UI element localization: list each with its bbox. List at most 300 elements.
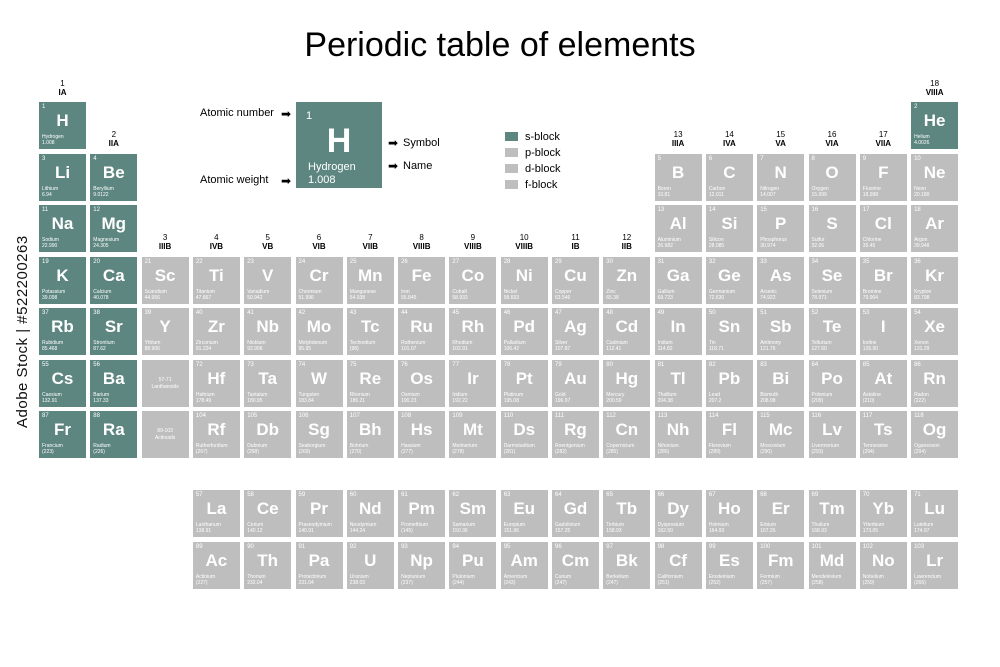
element-mass: (277) [401, 449, 413, 455]
element-cell-b [655, 154, 702, 201]
element-cell-pm [398, 490, 445, 537]
element-symbol: P [775, 214, 787, 233]
element-number: 92 [349, 544, 357, 550]
element-symbol: Br [873, 266, 893, 285]
element-cell-al [655, 205, 702, 252]
element-name: Thallium [657, 392, 677, 398]
element-cell-cn [603, 411, 650, 458]
element-mass: 30.974 [760, 243, 776, 249]
element-number: 109 [452, 413, 463, 419]
element-cell-pd [501, 308, 548, 355]
element-name: Iron [401, 289, 410, 295]
element-symbol: Ag [564, 317, 587, 336]
element-name: Barium [93, 392, 110, 398]
element-mass: 112.41 [606, 346, 622, 352]
element-number: 104 [195, 413, 206, 419]
element-name: Dubnium [247, 443, 268, 449]
element-symbol: Lr [926, 551, 944, 570]
element-number: 3 [42, 156, 46, 162]
group-header-11 [552, 233, 599, 251]
element-name: Rutherfordium [195, 443, 228, 449]
element-cell-pt [501, 360, 548, 407]
element-symbol: Y [159, 317, 171, 336]
element-name: Krypton [914, 289, 932, 295]
element-number: 90 [247, 544, 254, 550]
element-cell-er [757, 490, 804, 537]
element-symbol: Ce [256, 499, 279, 518]
group-name: VIIB [362, 242, 379, 251]
element-name: Potassium [42, 289, 66, 295]
element-mass: 69.723 [657, 295, 673, 301]
element-mass: 9.0122 [93, 192, 109, 198]
element-mass: 85.468 [42, 346, 58, 352]
element-number: 87 [42, 413, 49, 419]
element-cell-s [809, 205, 856, 252]
element-name: Lithium [42, 186, 59, 192]
element-name: Nobelium [862, 574, 884, 580]
element-mass: 58.933 [452, 295, 468, 301]
element-mass: 4.0026 [914, 140, 930, 146]
group-header-9 [449, 233, 496, 251]
element-symbol: Fr [54, 420, 71, 439]
element-number: 18 [914, 207, 921, 213]
element-mass: 91.224 [195, 346, 212, 352]
element-cell-cu [552, 257, 599, 304]
element-mass: (269) [298, 449, 311, 455]
element-number: 32 [708, 259, 716, 265]
element-name: Fluorine [862, 186, 881, 192]
element-mass: 58.693 [503, 295, 519, 301]
element-symbol: W [310, 369, 328, 388]
element-cell-f [860, 154, 907, 201]
element-symbol: Kr [925, 266, 945, 285]
element-cell-zr [193, 308, 240, 355]
element-cell-eu [501, 490, 548, 537]
element-number: 8 [811, 156, 815, 162]
element-name: Bohrium [349, 443, 369, 449]
element-mass: (286) [657, 449, 670, 455]
group-header-7 [347, 233, 394, 251]
element-name: Praseodymium [298, 522, 332, 528]
element-number: 6 [708, 156, 713, 162]
element-name: Oganesson [914, 443, 940, 449]
element-symbol: Sb [769, 317, 792, 336]
element-symbol: Hg [615, 369, 639, 388]
element-symbol: Hf [207, 369, 226, 388]
element-number: 50 [708, 310, 716, 316]
element-cell-ds [501, 411, 548, 458]
element-name: Strontium [93, 340, 115, 346]
element-number: 59 [298, 492, 306, 498]
element-cell-pa [296, 542, 343, 589]
arrow-right-icon: ➡ [388, 159, 399, 173]
element-cell-th [244, 542, 291, 589]
element-mass: (281) [503, 449, 516, 455]
element-name: Mendelevium [811, 574, 842, 580]
element-mass: 74.922 [760, 295, 776, 301]
group-name: VIIIB [412, 242, 431, 251]
element-mass: 131.29 [914, 346, 930, 352]
element-mass: 32.06 [811, 243, 825, 249]
element-name: Thulium [811, 522, 830, 528]
element-symbol: Se [821, 266, 843, 285]
element-name: Boron [657, 186, 671, 192]
element-name: Samarium [452, 522, 476, 528]
element-name: Ytterbium [862, 522, 885, 528]
group-name: VIA [825, 139, 839, 148]
group-header-1 [39, 79, 86, 97]
element-mass: 51.996 [298, 295, 314, 301]
element-name: Phosphorus [760, 237, 787, 243]
element-symbol: Pb [718, 369, 741, 388]
element-number: 57 [195, 492, 203, 498]
element-cell-mo [296, 308, 343, 355]
element-mass: 28.085 [708, 243, 725, 249]
element-mass: 151.96 [503, 528, 519, 534]
element-cell-w [296, 360, 343, 407]
element-number: 108 [401, 413, 412, 419]
element-cell-ca [90, 257, 137, 304]
p-block-label: p-block [525, 147, 561, 159]
element-number: 22 [195, 259, 203, 265]
element-mass: (251) [657, 580, 670, 586]
element-symbol: Ac [205, 551, 228, 570]
element-symbol: Gd [563, 499, 588, 518]
element-mass: 121.76 [760, 346, 776, 352]
s-block-label: s-block [525, 131, 560, 143]
element-name: Tungsten [298, 392, 320, 398]
element-number: 118 [914, 413, 924, 419]
element-name: Fermium [760, 574, 780, 580]
group-number: 3 [162, 233, 168, 242]
element-cell-ru [398, 308, 445, 355]
element-symbol: Si [721, 214, 738, 233]
element-cell-be [90, 154, 137, 201]
element-cell-mn [347, 257, 394, 304]
element-number: 26 [401, 259, 408, 265]
element-mass: 39.948 [914, 243, 930, 249]
element-cell-pr [296, 490, 343, 537]
element-name: Xenon [914, 340, 929, 346]
element-symbol: Tm [819, 499, 845, 518]
element-mass: 167.26 [760, 528, 776, 534]
element-mass: (145) [401, 528, 413, 534]
element-number: 105 [247, 413, 258, 419]
element-symbol: Th [257, 551, 279, 570]
element-cell-fe [398, 257, 445, 304]
element-name: Livermorium [811, 443, 840, 449]
element-number: 54 [914, 310, 921, 316]
element-name: Gadolinium [555, 522, 581, 528]
element-cell-i [860, 308, 907, 355]
element-mass: (266) [914, 580, 926, 586]
element-symbol: Tl [670, 369, 686, 388]
element-number: 77 [452, 362, 460, 368]
element-cell-sn [706, 308, 753, 355]
arrow-right-icon: ➡ [388, 136, 399, 150]
element-symbol: Ts [874, 420, 893, 439]
element-mass: 168.93 [811, 528, 827, 534]
group-number: 10 [519, 233, 529, 242]
element-number: 24 [298, 259, 306, 265]
group-name: VB [262, 242, 274, 251]
element-symbol: Lv [822, 420, 842, 439]
element-name: Dysprosium [657, 522, 684, 528]
element-mass: 132.91 [42, 398, 58, 404]
element-cell-bi [757, 360, 804, 407]
element-mass: (209) [811, 398, 824, 404]
element-number: 55 [42, 362, 49, 368]
element-cell-na [39, 205, 86, 252]
element-number: 33 [760, 259, 767, 265]
element-mass: 192.22 [452, 398, 468, 404]
element-number: 80 [606, 362, 613, 368]
element-name: Thorium [247, 574, 266, 580]
element-number: 36 [914, 259, 921, 265]
element-number: 13 [657, 207, 665, 213]
element-symbol: In [670, 317, 686, 336]
element-cell-tl [655, 360, 702, 407]
element-mass: (98) [349, 346, 359, 352]
element-number: 75 [349, 362, 357, 368]
group-number: 11 [571, 233, 580, 242]
element-name: Copernicium [606, 443, 635, 449]
element-symbol: Zr [207, 317, 225, 336]
element-cell-sr [90, 308, 137, 355]
element-mass: (294) [914, 449, 926, 455]
element-name: Rubidium [42, 340, 64, 346]
element-cell-fr [39, 411, 86, 458]
element-number: 107 [349, 413, 360, 419]
element-mass: 95.95 [298, 346, 312, 352]
element-cell-ar [911, 205, 958, 252]
element-mass: (268) [247, 449, 259, 455]
element-name: Iodine [862, 340, 877, 346]
element-cell-co [449, 257, 496, 304]
element-name: Vanadium [247, 289, 270, 295]
element-number: 62 [452, 492, 460, 498]
group-name: VIIA [875, 139, 892, 148]
group-number: 5 [265, 233, 270, 242]
element-mass: 232.04 [247, 580, 263, 586]
element-symbol: Nh [666, 420, 690, 439]
element-name: Technetium [349, 340, 376, 346]
element-number: 41 [247, 310, 254, 316]
element-number: 53 [862, 310, 870, 316]
element-symbol: B [671, 163, 685, 182]
atomic-weight-label: Atomic weight [200, 174, 269, 186]
element-cell-np [398, 542, 445, 589]
placeholder-label: Actinoids [154, 435, 176, 441]
element-mass: 190.23 [401, 398, 417, 404]
group-name: IVA [723, 139, 736, 148]
element-mass: 158.93 [606, 528, 622, 534]
element-name: Tellurium [811, 340, 832, 346]
element-cell-ba [90, 360, 137, 407]
d-block-label: d-block [525, 163, 561, 175]
element-cell-c [706, 154, 753, 201]
element-symbol: F [878, 163, 889, 182]
element-name: Seaborgium [298, 443, 326, 449]
element-name: Indium [657, 340, 673, 346]
page-title: Periodic table of elements [304, 26, 696, 64]
element-symbol: Md [819, 551, 845, 570]
element-name: Caesium [42, 392, 62, 398]
element-name: Zirconium [195, 340, 218, 346]
element-symbol: Cr [309, 266, 329, 285]
element-cell-pu [449, 542, 496, 589]
element-mass: (278) [452, 449, 465, 455]
placeholder-cell-lanthanoids [142, 360, 189, 407]
element-symbol: Po [821, 369, 843, 388]
element-number: 31 [657, 259, 665, 265]
element-number: 45 [452, 310, 460, 316]
element-number: 85 [862, 362, 870, 368]
element-name: Cobalt [452, 289, 467, 295]
element-cell-sm [449, 490, 496, 537]
element-cell-ac [193, 542, 240, 589]
element-mass: 238.03 [349, 580, 366, 586]
element-symbol: Ds [513, 420, 536, 439]
group-name: IIIB [158, 242, 172, 251]
element-cell-se [809, 257, 856, 304]
element-cell-tm [809, 490, 856, 537]
element-symbol: Tb [616, 499, 638, 518]
element-number: 76 [401, 362, 408, 368]
element-number: 20 [93, 259, 100, 265]
group-number: 14 [724, 130, 734, 139]
element-symbol: Al [669, 214, 687, 233]
element-symbol: Ba [102, 369, 125, 388]
element-number: 99 [708, 544, 716, 550]
group-header-8 [398, 233, 445, 251]
element-name: Lanthanum [195, 522, 221, 528]
element-symbol: Cf [669, 551, 688, 570]
element-mass: 118.71 [708, 346, 724, 352]
element-cell-rf [193, 411, 240, 458]
element-cell-md [809, 542, 856, 589]
element-number: 7 [760, 156, 764, 162]
element-number: 40 [195, 310, 203, 316]
element-mass: (282) [555, 449, 567, 455]
placeholder-cell-actinoids [142, 411, 189, 458]
group-name: VIIIB [515, 242, 534, 251]
element-symbol: Yb [872, 499, 895, 518]
element-number: 111 [555, 413, 565, 419]
element-name: Iridium [452, 392, 468, 398]
element-number: 51 [760, 310, 767, 316]
element-number: 106 [298, 413, 309, 419]
element-number: 44 [401, 310, 408, 316]
element-mass: 114.82 [657, 346, 673, 352]
element-number: 28 [503, 259, 511, 265]
element-cell-ce [244, 490, 291, 537]
element-cell-ti [193, 257, 240, 304]
element-cell-tc [347, 308, 394, 355]
element-cell-mt [449, 411, 496, 458]
element-number: 9 [862, 156, 867, 162]
element-symbol: Rg [564, 420, 587, 439]
element-number: 103 [914, 544, 925, 550]
element-symbol: Fm [767, 551, 794, 570]
element-number: 29 [555, 259, 562, 265]
group-header-15 [757, 130, 804, 148]
element-name: Ruthenium [401, 340, 426, 346]
element-name: Neptunium [401, 574, 426, 580]
element-symbol: Ra [102, 420, 125, 439]
element-cell-yb [860, 490, 907, 537]
element-cell-h [39, 102, 86, 149]
element-cell-he [911, 102, 958, 149]
element-name: Selenium [811, 289, 833, 295]
element-cell-fl [706, 411, 753, 458]
element-number: 73 [247, 362, 254, 368]
element-mass: 178.49 [195, 398, 212, 404]
element-name: Germanium [708, 289, 736, 295]
element-name: Cadmium [606, 340, 628, 346]
element-name: Terbium [606, 522, 625, 528]
group-number: 7 [368, 233, 373, 242]
element-symbol: Ni [515, 266, 533, 285]
element-number: 89 [195, 544, 203, 550]
group-header-4 [193, 233, 240, 251]
element-cell-p [757, 205, 804, 252]
group-header-13 [655, 130, 702, 148]
element-name: Calcium [93, 289, 112, 295]
element-mass: (258) [811, 580, 824, 586]
element-cell-ir [449, 360, 496, 407]
element-number: 58 [247, 492, 254, 498]
element-cell-te [809, 308, 856, 355]
element-name: Aluminium [657, 237, 681, 243]
element-cell-mc [757, 411, 804, 458]
element-symbol: Cd [615, 317, 639, 336]
element-symbol: Sn [718, 317, 741, 336]
group-number: 16 [827, 130, 837, 139]
element-name: Holmium [708, 522, 729, 528]
group-number: 4 [214, 233, 219, 242]
element-name: Lutetium [914, 522, 934, 528]
element-symbol: Cu [564, 266, 587, 285]
group-number: 15 [776, 130, 786, 139]
element-cell-ne [911, 154, 958, 201]
element-mass: 63.546 [555, 295, 571, 301]
element-name: Silicon [708, 237, 724, 243]
element-number: 61 [401, 492, 408, 498]
element-mass: (267) [195, 449, 208, 455]
element-symbol: Os [410, 369, 433, 388]
element-symbol: Og [922, 420, 947, 439]
group-number: 13 [673, 130, 683, 139]
element-name: Rhodium [452, 340, 473, 346]
element-symbol: Mn [358, 266, 383, 285]
element-mass: (226) [93, 449, 105, 455]
element-symbol: Bk [615, 551, 638, 570]
element-number: 19 [42, 259, 49, 265]
element-symbol: Cm [561, 551, 590, 570]
element-name: Arsenic [760, 289, 777, 295]
group-header-12 [603, 233, 650, 251]
element-cell-bh [347, 411, 394, 458]
element-name: Darmstadtium [503, 443, 535, 449]
element-name: Erbium [760, 522, 777, 528]
group-name: VIIIA [925, 88, 944, 97]
element-symbol: As [769, 266, 792, 285]
element-mass: 88.906 [144, 346, 160, 352]
element-name: Moscovium [760, 443, 786, 449]
element-cell-gd [552, 490, 599, 537]
element-cell-ta [244, 360, 291, 407]
